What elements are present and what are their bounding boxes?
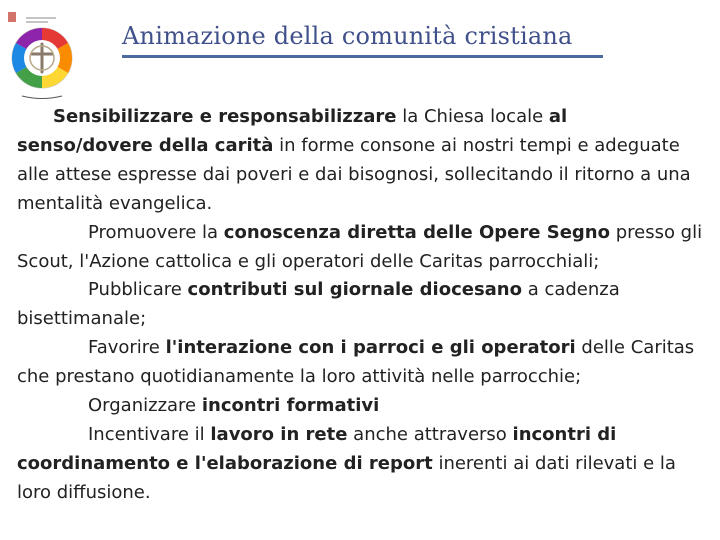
- text-bold: l'interazione con i parroci e gli operatori: [165, 337, 576, 359]
- text-normal: inerenti ai dati rilevati e la loro diffusione.: [17, 452, 676, 503]
- text-bold: Sensibilizzare e responsabilizzare: [53, 106, 397, 127]
- text-bold: lavoro in rete: [210, 423, 348, 445]
- text-normal: Promuovere la: [88, 221, 224, 243]
- text-normal: delle Caritas che prestano quotidianamente la loro attività nelle parrocchie;: [17, 337, 695, 388]
- paragraph-incentivare: [17, 421, 707, 508]
- text-bold: contributi sul giornale diocesano: [187, 279, 522, 301]
- text-bold: incontri di coordinamento e l'elaborazione di report: [17, 423, 617, 474]
- caritas-logo-icon: [4, 8, 80, 104]
- paragraph-promuovere: [17, 219, 707, 277]
- text-normal: Pubblicare: [88, 279, 188, 301]
- text-normal: a cadenza bisettimanale;: [17, 279, 620, 330]
- body-text: [17, 103, 707, 508]
- caritas-logo: [4, 8, 80, 104]
- text-bold: conoscenza diretta delle Opere Segno: [223, 221, 610, 243]
- text-bold: incontri formativi: [201, 395, 380, 417]
- paragraph-favorire: [17, 334, 707, 392]
- text-bold: al senso/dovere della carità: [17, 106, 568, 156]
- text-normal: anche attraverso: [347, 423, 513, 445]
- page-title: Animazione della comunità cristiana: [122, 22, 573, 50]
- text-normal: Organizzare: [88, 395, 202, 417]
- title-underline: [122, 55, 603, 58]
- text-normal: Favorire: [88, 337, 166, 359]
- text-normal: Incentivare il: [88, 423, 211, 445]
- paragraph-sensibilizzare: [17, 103, 707, 219]
- paragraph-pubblicare: [17, 276, 707, 334]
- paragraph-organizzare: [17, 392, 707, 421]
- text-normal: presso gli Scout, l'Azione cattolica e gli operatori delle Caritas parrocchiali;: [17, 221, 703, 272]
- text-normal: la Chiesa locale: [396, 106, 549, 127]
- text-normal: in forme consone ai nostri tempi e adeguate alle attese espresse dai poveri e dai bisognosi, sollecitando il ritorno a una mentalità evangelica.: [17, 134, 691, 214]
